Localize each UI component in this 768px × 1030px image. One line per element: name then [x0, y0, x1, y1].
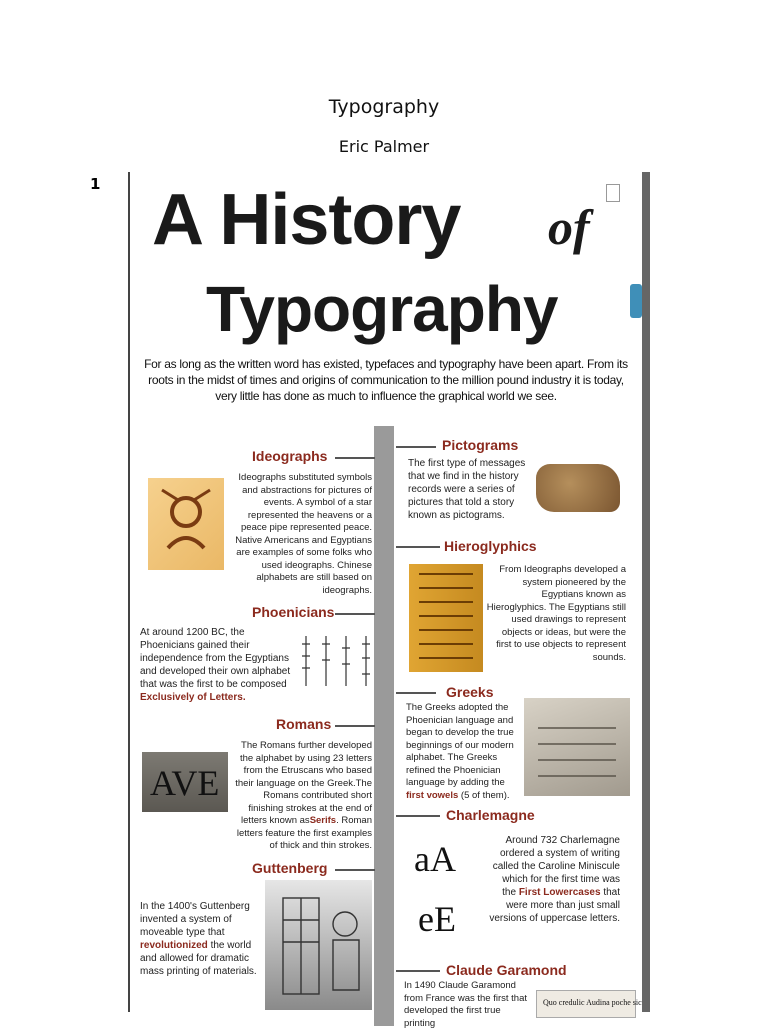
hieroglyphics-image — [409, 564, 483, 672]
ave-carving-image — [142, 752, 228, 812]
ave-caption: AVE — [150, 763, 220, 803]
charlemagne-body-after: that were more than just small versions of uppercase letters. — [489, 887, 620, 924]
rule-phoenicians — [335, 613, 375, 615]
phoenician-alphabet-image — [298, 630, 378, 692]
rule-garamond — [396, 970, 440, 972]
text-greeks — [406, 702, 522, 802]
heading-romans: Romans — [276, 716, 332, 732]
case-sample-eE: eE — [418, 899, 456, 939]
document-author: Eric Palmer — [338, 137, 430, 156]
phoenicians-body: At around 1200 BC, the Phoenicians gained their independence from the Egyptians and developed their own alphabet that was the first to be composed — [140, 627, 291, 690]
phoenicians-highlight: Exclusively of Letters. — [140, 692, 246, 703]
poster-title-line2: Typography — [206, 273, 558, 345]
rule-hieroglyphics — [396, 546, 440, 548]
heading-phoenicians: Phoenicians — [252, 604, 335, 620]
text-charlemagne — [486, 834, 620, 925]
guttenberg-press-image — [265, 880, 372, 1010]
text-phoenicians — [140, 626, 292, 704]
timeline-bar — [374, 426, 394, 1026]
pictogram-stone-image — [536, 464, 620, 512]
text-romans — [230, 740, 372, 853]
rule-guttenberg — [335, 869, 375, 871]
guttenberg-body-before: In the 1400's Guttenberg invented a system of moveable type that — [140, 901, 250, 938]
garamond-sample-caption: Quo credulic Audina poche sic — [543, 998, 642, 1007]
text-pictograms: The first type of messages that we find in the history records were a series of pictures that told a story known as pictograms. — [408, 458, 526, 521]
charlemagne-highlight: First Lowercases — [518, 887, 601, 898]
rule-pictograms — [396, 446, 436, 448]
heading-ideographs: Ideographs — [252, 448, 328, 464]
poster-image — [128, 172, 650, 1029]
heading-pictograms: Pictograms — [442, 437, 519, 453]
poster-title-line1: A History — [152, 180, 461, 260]
garamond-sample-image — [536, 990, 642, 1018]
text-guttenberg — [140, 900, 266, 978]
text-garamond: In 1490 Claude Garamond from France was the first that developed the first true printing — [404, 980, 528, 1029]
romans-highlight: Serifs — [309, 815, 337, 826]
heading-hieroglyphics: Hieroglyphics — [444, 538, 537, 554]
page-number: 1 — [90, 175, 101, 193]
poster-intro: For as long as the written word has existed, typefaces and typography have been apart. From its roots in the midst of times and origins of communication to the million pound industry it is today, very little has done as much to influence the graphical world we see. — [144, 357, 628, 403]
text-hieroglyphics: From Ideographs developed a system pioneered by the Egyptians known as Hieroglyphics. The Egyptians still used drawings to represent objects or ideas, but were the first to use objects to represent sounds. — [486, 564, 626, 663]
greeks-highlight: first vowels — [406, 789, 459, 801]
guttenberg-highlight: revolutionized — [140, 940, 208, 951]
document-corner-icon — [606, 184, 620, 202]
rule-charlemagne — [396, 815, 440, 817]
romans-body-after: . Roman letters feature the first examples of thick and thin strokes. — [236, 815, 372, 851]
guttenberg-body-after: the world and allowed for dramatic mass printing of materials. — [140, 940, 257, 977]
rule-romans — [335, 725, 375, 727]
case-sample-aA: aA — [414, 839, 456, 879]
heading-garamond: Claude Garamond — [446, 962, 567, 978]
heading-charlemagne: Charlemagne — [446, 807, 535, 823]
text-ideographs: Ideographs substituted symbols and abstractions for pictures of events. A symbol of a star represented the heavens or a peace pipe represented peace. Native Americans and Egyptians are examples of some folks who used ideographs. Chinese alphabets are still based on ideographs. — [235, 472, 372, 596]
greeks-body-after: (5 of them). — [460, 789, 510, 801]
greeks-body-before: The Greeks adopted the Phoenician language and began to develop the true beginnings of our modern alphabet. The Greeks refined the Phoenician language by adding the — [406, 702, 514, 788]
ideograph-image — [148, 478, 224, 570]
document-title: Typography — [328, 96, 440, 118]
charlemagne-body-before: Around 732 Charlemagne ordered a system of writing called the Caroline Miniscule which for the first time was the — [492, 835, 620, 898]
heading-greeks: Greeks — [446, 684, 494, 700]
heading-guttenberg: Guttenberg — [252, 860, 328, 876]
edge-marker — [630, 284, 642, 318]
rule-ideographs — [335, 457, 375, 459]
greek-inscription-image — [524, 698, 630, 796]
poster-title-of: of — [548, 199, 590, 255]
rule-greeks — [396, 692, 436, 694]
romans-body-before: The Romans further developed the alphabet by using 23 letters from the Etruscans who based their language on the Greek.The Romans contributed short finishing strokes at the end of letters known as — [235, 740, 372, 826]
